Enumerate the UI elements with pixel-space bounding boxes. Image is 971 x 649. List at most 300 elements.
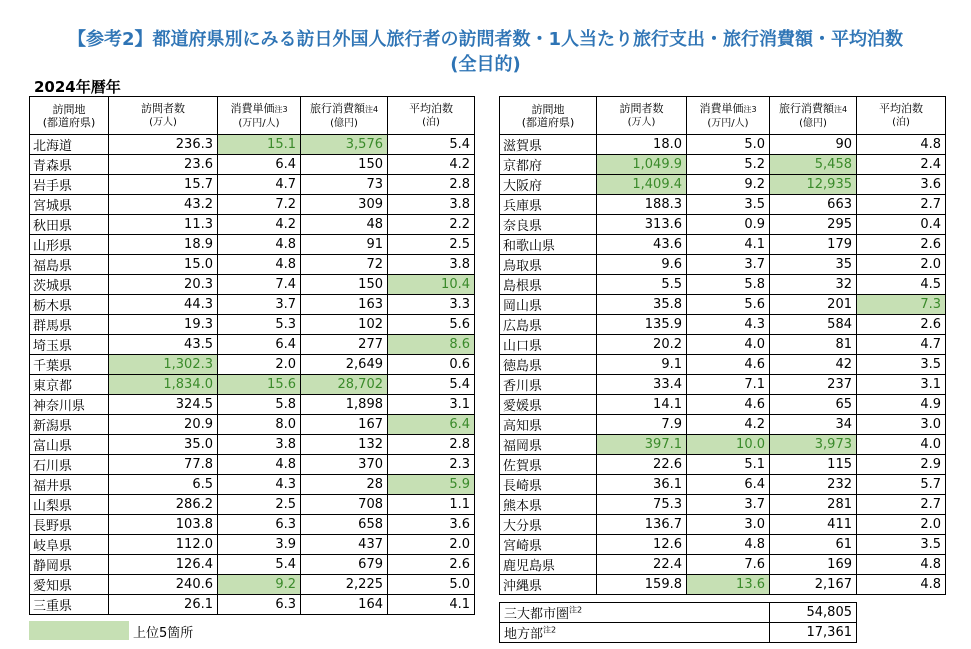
cell-total-spend: 584 [770, 315, 857, 335]
cell-unit-spend: 9.2 [218, 575, 301, 595]
cell-avg-nights: 3.1 [857, 375, 946, 395]
table-row [500, 215, 946, 235]
cell-avg-nights: 5.6 [388, 315, 475, 335]
cell-avg-nights: 2.7 [857, 195, 946, 215]
cell-avg-nights: 2.0 [857, 255, 946, 275]
cell-prefecture: 宮崎県 [500, 535, 597, 555]
table-row [30, 575, 475, 595]
cell-prefecture: 沖縄県 [500, 575, 597, 595]
table-row [30, 475, 475, 495]
cell-prefecture: 鹿児島県 [500, 555, 597, 575]
cell-unit-spend: 4.8 [218, 255, 301, 275]
cell-prefecture: 大分県 [500, 515, 597, 535]
table-row [30, 395, 475, 415]
cell-total-spend: 167 [301, 415, 388, 435]
cell-prefecture: 福井県 [30, 475, 109, 495]
cell-prefecture: 石川県 [30, 455, 109, 475]
cell-total-spend: 12,935 [770, 175, 857, 195]
cell-visitors: 43.6 [597, 235, 687, 255]
cell-total-spend: 237 [770, 375, 857, 395]
cell-prefecture: 宮城県 [30, 195, 109, 215]
cell-avg-nights: 1.1 [388, 495, 475, 515]
cell-prefecture: 青森県 [30, 155, 109, 175]
table-row [30, 415, 475, 435]
cell-total-spend: 34 [770, 415, 857, 435]
cell-visitors: 136.7 [597, 515, 687, 535]
cell-visitors: 22.6 [597, 455, 687, 475]
cell-total-spend: 232 [770, 475, 857, 495]
table-row [30, 435, 475, 455]
cell-avg-nights: 4.9 [857, 395, 946, 415]
cell-prefecture: 北海道 [30, 135, 109, 155]
table-row [30, 315, 475, 335]
cell-total-spend: 3,973 [770, 435, 857, 455]
cell-unit-spend: 8.0 [218, 415, 301, 435]
table-row [500, 555, 946, 575]
cell-prefecture: 茨城県 [30, 275, 109, 295]
cell-unit-spend: 3.8 [218, 435, 301, 455]
cell-avg-nights: 0.6 [388, 355, 475, 375]
cell-unit-spend: 4.8 [218, 455, 301, 475]
header-visitors: 訪問者数 (万人) [597, 97, 687, 135]
cell-unit-spend: 6.3 [218, 515, 301, 535]
cell-visitors: 18.9 [109, 235, 218, 255]
cell-total-spend: 102 [301, 315, 388, 335]
cell-prefecture: 長崎県 [500, 475, 597, 495]
header-unit-spend: 消費単価注3 (万円/人) [687, 97, 770, 135]
cell-visitors: 112.0 [109, 535, 218, 555]
cell-unit-spend: 2.0 [218, 355, 301, 375]
cell-unit-spend: 5.8 [687, 275, 770, 295]
cell-prefecture: 栃木県 [30, 295, 109, 315]
cell-prefecture: 三重県 [30, 595, 109, 615]
cell-avg-nights: 5.4 [388, 375, 475, 395]
cell-prefecture: 秋田県 [30, 215, 109, 235]
cell-visitors: 26.1 [109, 595, 218, 615]
cell-total-spend: 42 [770, 355, 857, 375]
cell-visitors: 43.5 [109, 335, 218, 355]
cell-visitors: 240.6 [109, 575, 218, 595]
total-value: 17,361 [770, 623, 857, 643]
cell-prefecture: 香川県 [500, 375, 597, 395]
total-value: 54,805 [770, 603, 857, 623]
cell-unit-spend: 3.5 [687, 195, 770, 215]
cell-total-spend: 73 [301, 175, 388, 195]
table-row [500, 255, 946, 275]
cell-unit-spend: 2.5 [218, 495, 301, 515]
cell-avg-nights: 2.6 [388, 555, 475, 575]
cell-unit-spend: 4.8 [218, 235, 301, 255]
cell-prefecture: 福島県 [30, 255, 109, 275]
cell-avg-nights: 2.9 [857, 455, 946, 475]
cell-unit-spend: 6.4 [687, 475, 770, 495]
cell-prefecture: 静岡県 [30, 555, 109, 575]
cell-avg-nights: 3.8 [388, 195, 475, 215]
table-row [30, 135, 475, 155]
cell-total-spend: 2,649 [301, 355, 388, 375]
table-row [30, 555, 475, 575]
cell-total-spend: 91 [301, 235, 388, 255]
cell-total-spend: 61 [770, 535, 857, 555]
cell-total-spend: 90 [770, 135, 857, 155]
cell-total-spend: 65 [770, 395, 857, 415]
cell-unit-spend: 5.1 [687, 455, 770, 475]
cell-avg-nights: 4.8 [857, 555, 946, 575]
cell-prefecture: 愛知県 [30, 575, 109, 595]
cell-prefecture: 佐賀県 [500, 455, 597, 475]
table-row [30, 515, 475, 535]
cell-visitors: 44.3 [109, 295, 218, 315]
cell-avg-nights: 2.6 [857, 235, 946, 255]
table-row [500, 335, 946, 355]
prefecture-table-right [499, 96, 946, 595]
page-title [0, 27, 971, 77]
table-row [30, 335, 475, 355]
cell-visitors: 18.0 [597, 135, 687, 155]
table-row [500, 535, 946, 555]
table-header-row [500, 97, 946, 135]
table-row [500, 195, 946, 215]
cell-total-spend: 163 [301, 295, 388, 315]
header-total-spend: 旅行消費額注4 (億円) [770, 97, 857, 135]
cell-avg-nights: 2.4 [857, 155, 946, 175]
cell-avg-nights: 5.4 [388, 135, 475, 155]
cell-unit-spend: 13.6 [687, 575, 770, 595]
cell-avg-nights: 0.4 [857, 215, 946, 235]
header-total-spend: 旅行消費額注4 (億円) [301, 97, 388, 135]
cell-unit-spend: 4.2 [218, 215, 301, 235]
cell-avg-nights: 4.5 [857, 275, 946, 295]
cell-avg-nights: 4.8 [857, 575, 946, 595]
table-row [500, 375, 946, 395]
table-row [30, 275, 475, 295]
cell-avg-nights: 2.0 [388, 535, 475, 555]
cell-avg-nights: 3.3 [388, 295, 475, 315]
cell-total-spend: 411 [770, 515, 857, 535]
table-row [500, 135, 946, 155]
cell-unit-spend: 10.0 [687, 435, 770, 455]
cell-avg-nights: 2.5 [388, 235, 475, 255]
cell-unit-spend: 4.3 [687, 315, 770, 335]
cell-total-spend: 658 [301, 515, 388, 535]
cell-avg-nights: 4.2 [388, 155, 475, 175]
cell-unit-spend: 15.1 [218, 135, 301, 155]
cell-total-spend: 3,576 [301, 135, 388, 155]
table-row [500, 295, 946, 315]
total-row-regional [500, 623, 857, 643]
cell-avg-nights: 3.0 [857, 415, 946, 435]
cell-prefecture: 愛媛県 [500, 395, 597, 415]
cell-visitors: 36.1 [597, 475, 687, 495]
cell-unit-spend: 4.6 [687, 355, 770, 375]
cell-visitors: 6.5 [109, 475, 218, 495]
cell-unit-spend: 6.4 [218, 335, 301, 355]
cell-avg-nights: 6.4 [388, 415, 475, 435]
cell-avg-nights: 2.7 [857, 495, 946, 515]
cell-visitors: 135.9 [597, 315, 687, 335]
cell-avg-nights: 3.8 [388, 255, 475, 275]
cell-prefecture: 島根県 [500, 275, 597, 295]
cell-total-spend: 179 [770, 235, 857, 255]
cell-unit-spend: 0.9 [687, 215, 770, 235]
cell-unit-spend: 15.6 [218, 375, 301, 395]
cell-unit-spend: 7.4 [218, 275, 301, 295]
cell-visitors: 14.1 [597, 395, 687, 415]
cell-unit-spend: 6.4 [218, 155, 301, 175]
cell-total-spend: 277 [301, 335, 388, 355]
cell-unit-spend: 4.6 [687, 395, 770, 415]
cell-prefecture: 岩手県 [30, 175, 109, 195]
cell-visitors: 20.9 [109, 415, 218, 435]
cell-avg-nights: 4.0 [857, 435, 946, 455]
cell-unit-spend: 4.2 [687, 415, 770, 435]
table-row [500, 395, 946, 415]
cell-prefecture: 和歌山県 [500, 235, 597, 255]
cell-unit-spend: 5.0 [687, 135, 770, 155]
cell-visitors: 15.7 [109, 175, 218, 195]
cell-prefecture: 福岡県 [500, 435, 597, 455]
cell-prefecture: 鳥取県 [500, 255, 597, 275]
cell-prefecture: 群馬県 [30, 315, 109, 335]
cell-unit-spend: 7.2 [218, 195, 301, 215]
table-row [30, 375, 475, 395]
cell-visitors: 1,302.3 [109, 355, 218, 375]
cell-avg-nights: 4.7 [857, 335, 946, 355]
table-row [500, 495, 946, 515]
table-row [500, 435, 946, 455]
cell-total-spend: 150 [301, 155, 388, 175]
cell-visitors: 324.5 [109, 395, 218, 415]
cell-total-spend: 5,458 [770, 155, 857, 175]
cell-prefecture: 長野県 [30, 515, 109, 535]
cell-total-spend: 150 [301, 275, 388, 295]
cell-visitors: 23.6 [109, 155, 218, 175]
cell-avg-nights: 2.8 [388, 435, 475, 455]
cell-visitors: 5.5 [597, 275, 687, 295]
cell-visitors: 397.1 [597, 435, 687, 455]
cell-avg-nights: 2.6 [857, 315, 946, 335]
cell-total-spend: 370 [301, 455, 388, 475]
table-row [30, 355, 475, 375]
cell-prefecture: 神奈川県 [30, 395, 109, 415]
cell-visitors: 286.2 [109, 495, 218, 515]
cell-total-spend: 28 [301, 475, 388, 495]
cell-avg-nights: 5.7 [857, 475, 946, 495]
cell-unit-spend: 5.2 [687, 155, 770, 175]
cell-visitors: 236.3 [109, 135, 218, 155]
cell-total-spend: 281 [770, 495, 857, 515]
cell-visitors: 159.8 [597, 575, 687, 595]
table-row [500, 315, 946, 335]
cell-total-spend: 28,702 [301, 375, 388, 395]
cell-prefecture: 徳島県 [500, 355, 597, 375]
title-line-1: 【参考2】都道府県別にみる訪日外国人旅行者の訪問者数・1人当たり旅行支出・旅行消費額・平均泊数 [67, 29, 904, 50]
cell-prefecture: 富山県 [30, 435, 109, 455]
cell-unit-spend: 3.7 [687, 255, 770, 275]
cell-prefecture: 兵庫県 [500, 195, 597, 215]
cell-visitors: 1,049.9 [597, 155, 687, 175]
cell-avg-nights: 3.5 [857, 355, 946, 375]
cell-prefecture: 埼玉県 [30, 335, 109, 355]
cell-prefecture: 岐阜県 [30, 535, 109, 555]
cell-prefecture: 山梨県 [30, 495, 109, 515]
cell-prefecture: 大阪府 [500, 175, 597, 195]
cell-unit-spend: 4.7 [218, 175, 301, 195]
cell-total-spend: 81 [770, 335, 857, 355]
cell-unit-spend: 4.3 [218, 475, 301, 495]
table-row [30, 495, 475, 515]
table-row [500, 175, 946, 195]
table-row [30, 595, 475, 615]
table-header-row [30, 97, 475, 135]
cell-visitors: 35.8 [597, 295, 687, 315]
table-row [500, 155, 946, 175]
cell-avg-nights: 8.6 [388, 335, 475, 355]
cell-avg-nights: 2.8 [388, 175, 475, 195]
cell-prefecture: 千葉県 [30, 355, 109, 375]
header-avg-nights: 平均泊数 (泊) [388, 97, 475, 135]
cell-prefecture: 山形県 [30, 235, 109, 255]
table-row [500, 415, 946, 435]
cell-visitors: 77.8 [109, 455, 218, 475]
cell-prefecture: 新潟県 [30, 415, 109, 435]
cell-unit-spend: 4.0 [687, 335, 770, 355]
cell-total-spend: 663 [770, 195, 857, 215]
cell-avg-nights: 10.4 [388, 275, 475, 295]
table-row [30, 255, 475, 275]
cell-unit-spend: 3.0 [687, 515, 770, 535]
cell-total-spend: 708 [301, 495, 388, 515]
table-row [500, 235, 946, 255]
total-label: 三大都市圏$^{注2}$ [500, 603, 770, 623]
total-label: 地方部$^{注2}$ [500, 623, 770, 643]
header-prefecture: 訪問地 (都道府県) [30, 97, 109, 135]
cell-unit-spend: 5.8 [218, 395, 301, 415]
cell-unit-spend: 4.8 [687, 535, 770, 555]
header-avg-nights: 平均泊数 (泊) [857, 97, 946, 135]
table-row [30, 535, 475, 555]
cell-visitors: 126.4 [109, 555, 218, 575]
cell-prefecture: 広島県 [500, 315, 597, 335]
cell-unit-spend: 5.3 [218, 315, 301, 335]
cell-visitors: 19.3 [109, 315, 218, 335]
table-row [30, 195, 475, 215]
cell-avg-nights: 3.5 [857, 535, 946, 555]
table-row [30, 215, 475, 235]
cell-prefecture: 岡山県 [500, 295, 597, 315]
cell-total-spend: 169 [770, 555, 857, 575]
year-label: 2024年暦年 [34, 78, 121, 96]
cell-total-spend: 48 [301, 215, 388, 235]
table-row [30, 455, 475, 475]
cell-avg-nights: 4.1 [388, 595, 475, 615]
cell-unit-spend: 5.4 [218, 555, 301, 575]
cell-prefecture: 奈良県 [500, 215, 597, 235]
table-row [500, 515, 946, 535]
cell-visitors: 11.3 [109, 215, 218, 235]
cell-total-spend: 164 [301, 595, 388, 615]
cell-total-spend: 35 [770, 255, 857, 275]
table-row [500, 475, 946, 495]
cell-avg-nights: 7.3 [857, 295, 946, 315]
cell-prefecture: 熊本県 [500, 495, 597, 515]
cell-prefecture: 滋賀県 [500, 135, 597, 155]
cell-total-spend: 679 [301, 555, 388, 575]
cell-visitors: 9.1 [597, 355, 687, 375]
cell-visitors: 22.4 [597, 555, 687, 575]
title-line-2: (全目的) [450, 54, 521, 75]
table-row [30, 235, 475, 255]
cell-total-spend: 437 [301, 535, 388, 555]
cell-total-spend: 72 [301, 255, 388, 275]
cell-visitors: 1,409.4 [597, 175, 687, 195]
cell-prefecture: 高知県 [500, 415, 597, 435]
cell-total-spend: 309 [301, 195, 388, 215]
total-row-metro [500, 603, 857, 623]
header-prefecture: 訪問地 (都道府県) [500, 97, 597, 135]
cell-unit-spend: 6.3 [218, 595, 301, 615]
table-row [500, 455, 946, 475]
cell-unit-spend: 3.7 [687, 495, 770, 515]
cell-visitors: 7.9 [597, 415, 687, 435]
table-row [30, 295, 475, 315]
cell-avg-nights: 5.0 [388, 575, 475, 595]
cell-unit-spend: 7.1 [687, 375, 770, 395]
cell-unit-spend: 9.2 [687, 175, 770, 195]
cell-unit-spend: 3.9 [218, 535, 301, 555]
cell-prefecture: 山口県 [500, 335, 597, 355]
cell-avg-nights: 3.1 [388, 395, 475, 415]
table-row [500, 355, 946, 375]
cell-visitors: 12.6 [597, 535, 687, 555]
legend-swatch [29, 621, 129, 640]
cell-unit-spend: 5.6 [687, 295, 770, 315]
cell-unit-spend: 3.7 [218, 295, 301, 315]
header-visitors: 訪問者数 (万人) [109, 97, 218, 135]
cell-visitors: 313.6 [597, 215, 687, 235]
cell-total-spend: 115 [770, 455, 857, 475]
cell-total-spend: 2,225 [301, 575, 388, 595]
cell-visitors: 9.6 [597, 255, 687, 275]
cell-avg-nights: 3.6 [388, 515, 475, 535]
cell-total-spend: 132 [301, 435, 388, 455]
table-row [500, 275, 946, 295]
cell-visitors: 33.4 [597, 375, 687, 395]
cell-prefecture: 東京都 [30, 375, 109, 395]
cell-total-spend: 1,898 [301, 395, 388, 415]
cell-visitors: 20.2 [597, 335, 687, 355]
cell-unit-spend: 7.6 [687, 555, 770, 575]
cell-visitors: 35.0 [109, 435, 218, 455]
table-row [30, 175, 475, 195]
legend-label: 上位5箇所 [133, 626, 194, 641]
cell-avg-nights: 2.2 [388, 215, 475, 235]
cell-avg-nights: 2.3 [388, 455, 475, 475]
cell-visitors: 43.2 [109, 195, 218, 215]
cell-total-spend: 201 [770, 295, 857, 315]
cell-total-spend: 295 [770, 215, 857, 235]
prefecture-table-left [29, 96, 475, 615]
cell-avg-nights: 5.9 [388, 475, 475, 495]
cell-visitors: 103.8 [109, 515, 218, 535]
cell-visitors: 1,834.0 [109, 375, 218, 395]
cell-visitors: 188.3 [597, 195, 687, 215]
table-row [30, 155, 475, 175]
cell-prefecture: 京都府 [500, 155, 597, 175]
cell-avg-nights: 3.6 [857, 175, 946, 195]
cell-total-spend: 32 [770, 275, 857, 295]
cell-visitors: 15.0 [109, 255, 218, 275]
